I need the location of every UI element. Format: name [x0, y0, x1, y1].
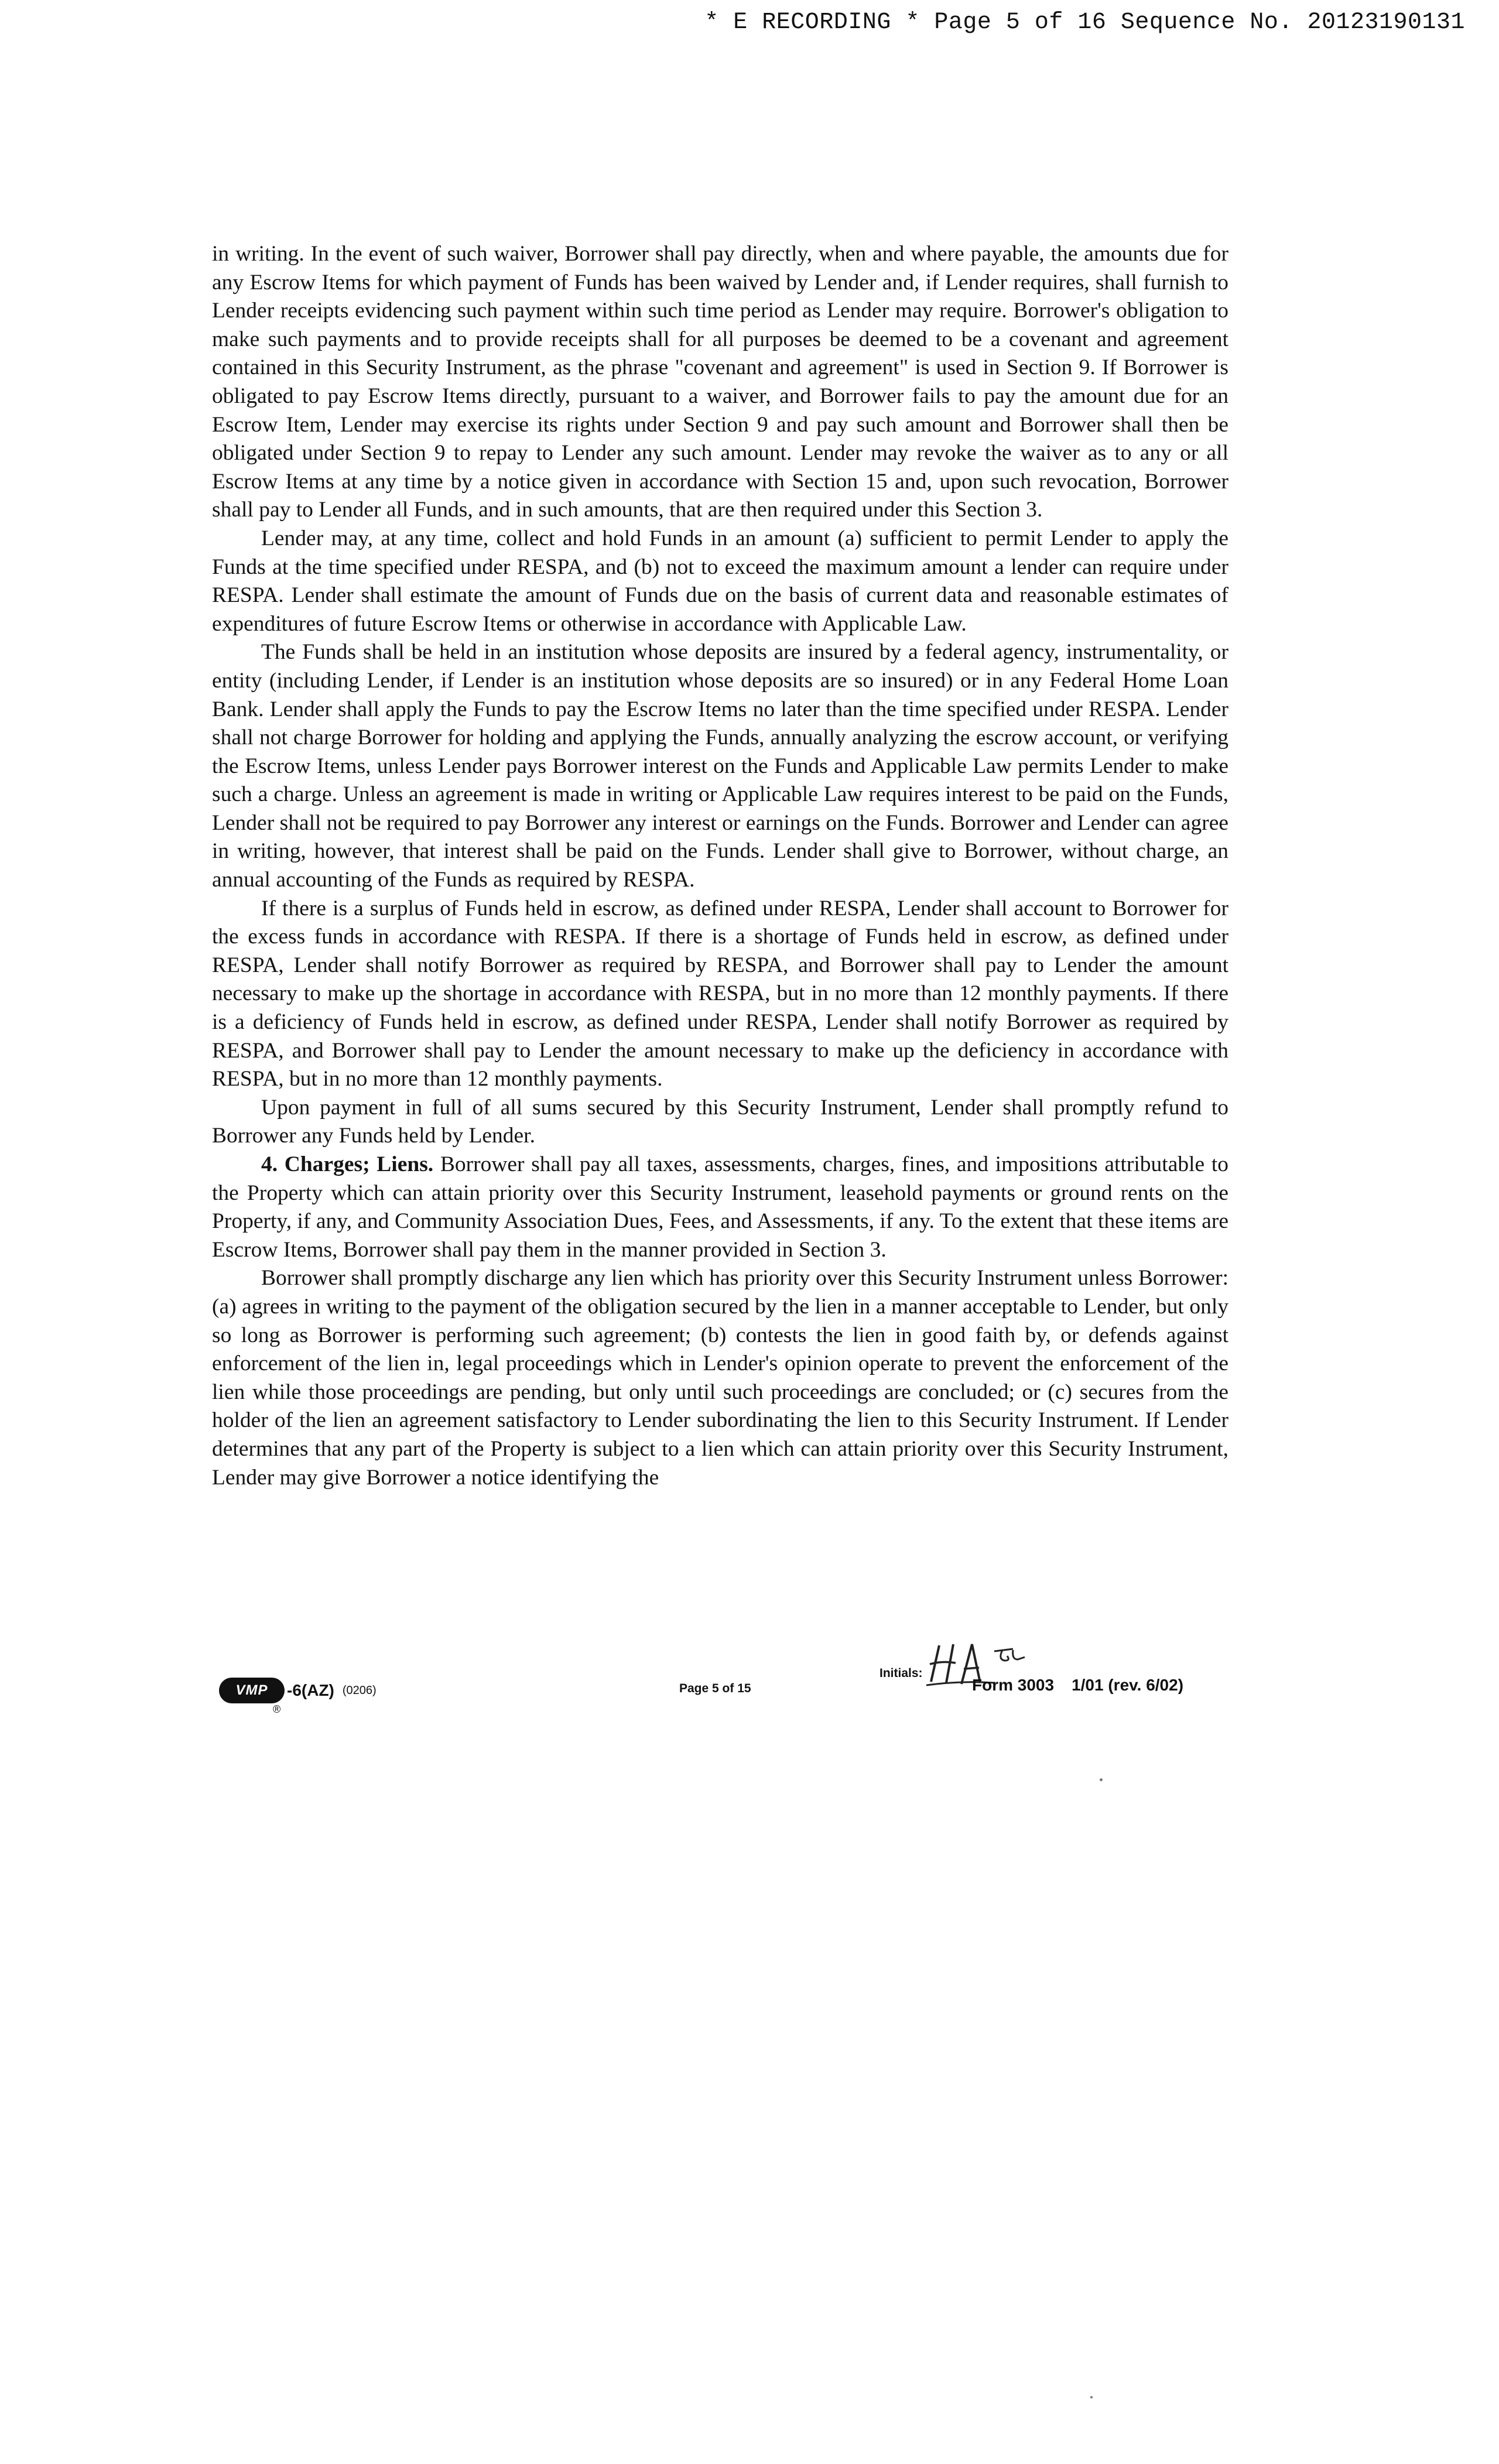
paragraph-refund: Upon payment in full of all sums secured by this Security Instrument, Lender shall promptly refund to Borrower any Funds held by Lender.: [212, 1095, 1228, 1148]
document-body: [212, 240, 1228, 1492]
vmp-form-logo: [219, 1678, 377, 1715]
paragraph-funds-held: The Funds shall be held in an institution whose deposits are insured by a federal agency, instrumentality, or entity (including Lender, if Lender is an institution whose deposits are so insured) or in any Federal Home Loan Bank. Lender shall apply the Funds to pay the Escrow Items no later than the time specified under RESPA. Lender shall not charge Borrower for holding and applying the Funds, annually analyzing the escrow account, or verifying the Escrow Items, unless Lender pays Borrower interest on the Funds and Applicable Law permits Lender to make such a charge. Unless an agreement is made in writing or Applicable Law requires interest to be paid on the Funds, Lender shall not be required to pay Borrower any interest or earnings on the Funds. Borrower and Lender can agree in writing, however, that interest shall be paid on the Funds. Lender shall give to Borrower, without charge, an annual accounting of the Funds as required by RESPA.: [212, 640, 1228, 892]
form-revision-date: 1/01 (rev. 6/02): [1072, 1676, 1184, 1694]
form-number: Form 3003: [972, 1676, 1055, 1694]
page-number: Page 5 of 15: [679, 1682, 751, 1695]
form-code: -6(AZ): [287, 1681, 334, 1699]
charges-liens-text: Borrower shall pay all taxes, assessments, charges, fines, and impositions attributable to the Property which can attain priority over this Security Instrument, leasehold payments or ground rents on the Property, if any, and Community Association Dues, Fees, and Assessments, if any. To the extent that these items are Escrow Items, Borrower shall pay them in the manner provided in Section 3.: [212, 1152, 1228, 1262]
paragraph-discharge-lien: Borrower shall promptly discharge any lien which has priority over this Security Instrument unless Borrower: (a) agrees in writing to the payment of the obligation secured by the lien in a manner acceptable to Lender, but only so long as Borrower is performing such agreement; (b) contests the lien in good faith by, or defends against enforcement of the lien in, legal proceedings which in Lender's opinion operate to prevent the enforcement of the lien while those proceedings are pending, but only until such proceedings are concluded; or (c) secures from the holder of the lien an agreement satisfactory to Lender subordinating the lien to this Security Instrument. If Lender determines that any part of the Property is subject to a lien which can attain priority over this Security Instrument, Lender may give Borrower a notice identifying the: [212, 1266, 1228, 1490]
registered-mark: ®: [273, 1703, 281, 1715]
form-code-date: (0206): [342, 1683, 377, 1697]
paragraph-escrow-waiver: in writing. In the event of such waiver, Borrower shall pay directly, when and where payable, the amounts due for any Escrow Items for which payment of Funds has been waived by Lender and, if Lender requires, shall furnish to Lender receipts evidencing such payment within such time period as Lender may require. Borrower's obligation to make such payments and to provide receipts shall for all purposes be deemed to be a covenant and agreement contained in this Security Instrument, as the phrase "covenant and agreement" is used in Section 9. If Borrower is obligated to pay Escrow Items directly, pursuant to a waiver, and Borrower fails to pay the amount due for an Escrow Item, Lender may exercise its rights under Section 9 and pay such amount and Borrower shall then be obligated under Section 9 to repay to Lender any such amount. Lender may revoke the waiver as to any or all Escrow Items at any time by a notice given in accordance with Section 15 and, upon such revocation, Borrower shall pay to Lender all Funds, and in such amounts, that are then required under this Section 3.: [212, 242, 1228, 522]
vmp-logo-icon: VMP: [219, 1678, 285, 1703]
initials-label: Initials:: [879, 1666, 923, 1680]
form-identifier: [972, 1676, 1183, 1695]
recording-header: * E RECORDING * Page 5 of 16 Sequence No. 20123190131: [704, 9, 1465, 36]
scan-speck: [1100, 1778, 1103, 1781]
paragraph-charges-liens: [212, 1151, 1228, 1264]
scan-speck: [1090, 2396, 1093, 2398]
section-heading-charges-liens: 4. Charges; Liens.: [261, 1152, 434, 1176]
paragraph-collect-funds: Lender may, at any time, collect and hold Funds in an amount (a) sufficient to permit Lender to apply the Funds at the time specified under RESPA, and (b) not to exceed the maximum amount a lender can require under RESPA. Lender shall estimate the amount of Funds due on the basis of current data and reasonable estimates of expenditures of future Escrow Items or otherwise in accordance with Applicable Law.: [212, 526, 1228, 636]
paragraph-surplus-shortage: If there is a surplus of Funds held in escrow, as defined under RESPA, Lender shall account to Borrower for the excess funds in accordance with RESPA. If there is a shortage of Funds held in escrow, as defined under RESPA, Lender shall notify Borrower as required by RESPA, and Borrower shall pay to Lender the amount necessary to make up the shortage in accordance with RESPA, but in no more than 12 monthly payments. If there is a deficiency of Funds held in escrow, as defined under RESPA, Lender shall notify Borrower as required by RESPA, and Borrower shall pay to Lender the amount necessary to make up the deficiency in accordance with RESPA, but in no more than 12 monthly payments.: [212, 896, 1228, 1091]
